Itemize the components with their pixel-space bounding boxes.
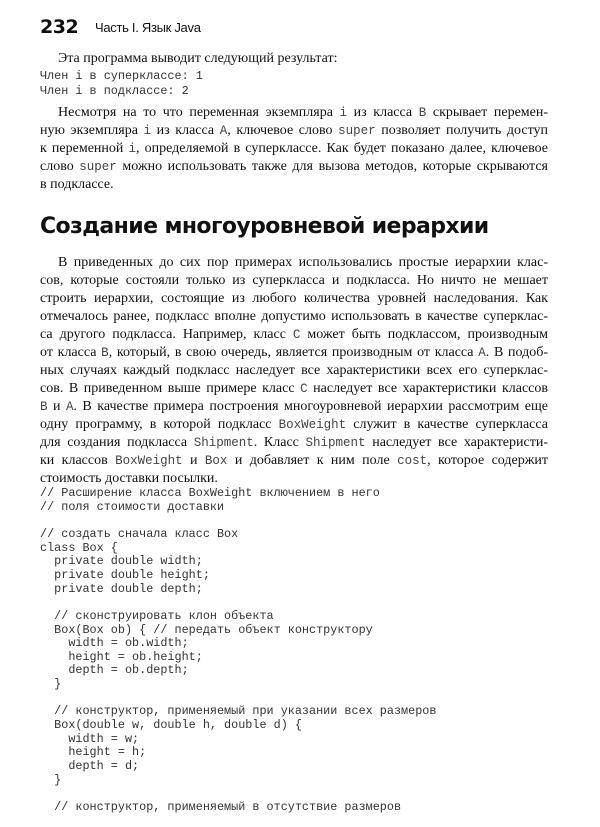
text-span: можно использовать также для вызова методов, которые скрываются — [116, 159, 548, 174]
code-line: private double width; — [40, 554, 203, 569]
code-line: // конструктор, применяемый при указании всех размеров — [40, 704, 437, 719]
inline-code: B — [40, 400, 48, 414]
intro-text: Эта программа выводит следующий результат: — [58, 51, 338, 66]
code-line: } — [40, 677, 62, 692]
text-span: . В качестве примера построения многоуровневой иерархии рассмотрим еще — [73, 399, 548, 414]
code-line: height = ob.height; — [40, 649, 203, 664]
text-span: служит в качестве суперкласса — [346, 417, 548, 432]
text-span: отмечалось ранее, подкласс вполне допустимо использовать в качестве суперклас- — [40, 309, 548, 324]
text-span: наследует все характеристи- — [365, 435, 548, 450]
inline-code: Shipment — [305, 436, 366, 450]
text-line — [40, 326, 548, 344]
inline-code: Box — [204, 454, 228, 468]
text-span: в подклассе. — [40, 177, 114, 192]
inline-code: BoxWeight — [278, 418, 347, 432]
text-span: , ключевое слово — [227, 123, 339, 138]
inline-code: A — [478, 346, 486, 360]
text-span: ную экземпляра — [40, 123, 144, 138]
text-span: из класса — [151, 123, 220, 138]
code-line: depth = d; — [40, 759, 140, 773]
inline-code: super — [338, 124, 376, 138]
text-line — [40, 434, 548, 452]
text-span: Несмотря на то что переменная экземпляра — [58, 105, 340, 120]
code-line: // конструктор, применяемый в отсутствие размеров — [40, 799, 402, 814]
output-line: Член i в суперклассе: 1 — [40, 69, 203, 83]
page-number: 232 — [40, 16, 79, 38]
text-span: ки классов — [40, 453, 116, 468]
code-line: private double depth; — [40, 581, 203, 596]
text-span: и — [182, 453, 205, 468]
inline-code: i — [339, 106, 348, 120]
inline-code: A — [219, 124, 228, 138]
inline-code: i — [143, 124, 152, 138]
text-line — [40, 380, 548, 398]
text-span: стоимость доставки посылки. — [40, 471, 218, 486]
text-span: наследует все характеристики классов — [307, 381, 548, 396]
text-span: из класса — [347, 105, 419, 120]
running-title: Часть I. Язык Java — [95, 20, 201, 35]
code-line: depth = ob.depth; — [40, 663, 189, 678]
text-line — [58, 254, 548, 272]
text-line — [40, 362, 548, 380]
output-line: Член i в подклассе: 2 — [40, 84, 189, 98]
inline-code: C — [292, 328, 301, 342]
code-line: // поля стоимости доставки — [40, 499, 225, 514]
text-line — [40, 398, 548, 416]
code-line: // создать сначала класс Box — [40, 526, 239, 541]
text-span: ных случаях каждый подкласс наследует все характеристики всех его суперклас- — [40, 363, 548, 378]
text-span: и добавляет к ним поле — [227, 453, 398, 468]
text-span: , которое содержит — [427, 453, 549, 468]
code-line: Box(double w, double h, double d) { — [40, 718, 302, 733]
text-span: . Класс — [253, 435, 306, 450]
text-span: слово — [40, 159, 80, 174]
text-line — [40, 416, 548, 434]
text-line — [40, 140, 548, 158]
text-span: строить иерархии, состоящие из любого количества уровней наследования. Как — [40, 291, 548, 306]
text-line — [40, 122, 548, 140]
inline-code: B — [418, 106, 427, 120]
text-span: позволяет получить доступ — [375, 123, 549, 138]
code-line: height = h; — [40, 745, 147, 760]
inline-code: C — [300, 382, 308, 396]
code-line: class Box { — [40, 540, 118, 555]
text-span: одну программу, в которой подкласс — [40, 417, 279, 432]
inline-code: A — [65, 400, 74, 414]
text-line — [40, 176, 114, 194]
code-line: Box(Box ob) { // передать объект конструктору — [40, 622, 373, 637]
text-span: от класса — [40, 345, 102, 360]
text-span: сов, которые состояли только из суперкласса и подкласса. Но ничто не мешает — [40, 273, 548, 288]
inline-code: Shipment — [193, 436, 254, 450]
text-line — [40, 290, 548, 308]
text-span: к переменной — [40, 141, 129, 156]
text-span: для создания подкласса — [40, 435, 194, 450]
inline-code: i — [128, 142, 137, 156]
code-line: // Расширение класса BoxWeight включением в него — [40, 486, 380, 500]
text-span: сов. В приведенном выше примере класс — [40, 381, 301, 396]
text-line — [58, 104, 548, 122]
inline-code: BoxWeight — [115, 454, 183, 468]
text-span: В приведенных до сих пор примерах использовались простые иерархии клас- — [58, 255, 548, 270]
text-line — [40, 344, 548, 362]
text-span: может быть подклассом, производным — [300, 327, 548, 342]
text-span: , который, в свою очередь, является производным от класса — [108, 345, 479, 360]
inline-code: cost — [397, 454, 428, 468]
text-span: . В подоб- — [485, 345, 549, 360]
text-span: са другого подкласса. Например, класс — [40, 327, 293, 342]
text-line — [40, 308, 548, 326]
section-heading: Создание многоуровневой иерархии — [40, 214, 489, 239]
code-line: } — [40, 772, 62, 787]
text-span: , определяемой в суперклассе. Как будет показано далее, ключевое — [136, 141, 548, 156]
code-line: width = w; — [40, 731, 140, 746]
code-line: private double height; — [40, 567, 210, 582]
text-line — [40, 452, 548, 470]
text-span: и — [47, 399, 66, 414]
code-line: width = ob.width; — [40, 636, 189, 651]
text-line — [40, 272, 548, 290]
text-line — [40, 158, 548, 176]
inline-code: B — [101, 346, 109, 360]
code-line: // сконструировать клон объекта — [40, 608, 274, 623]
inline-code: super — [79, 160, 117, 174]
text-span: скрывает перемен- — [426, 105, 549, 120]
